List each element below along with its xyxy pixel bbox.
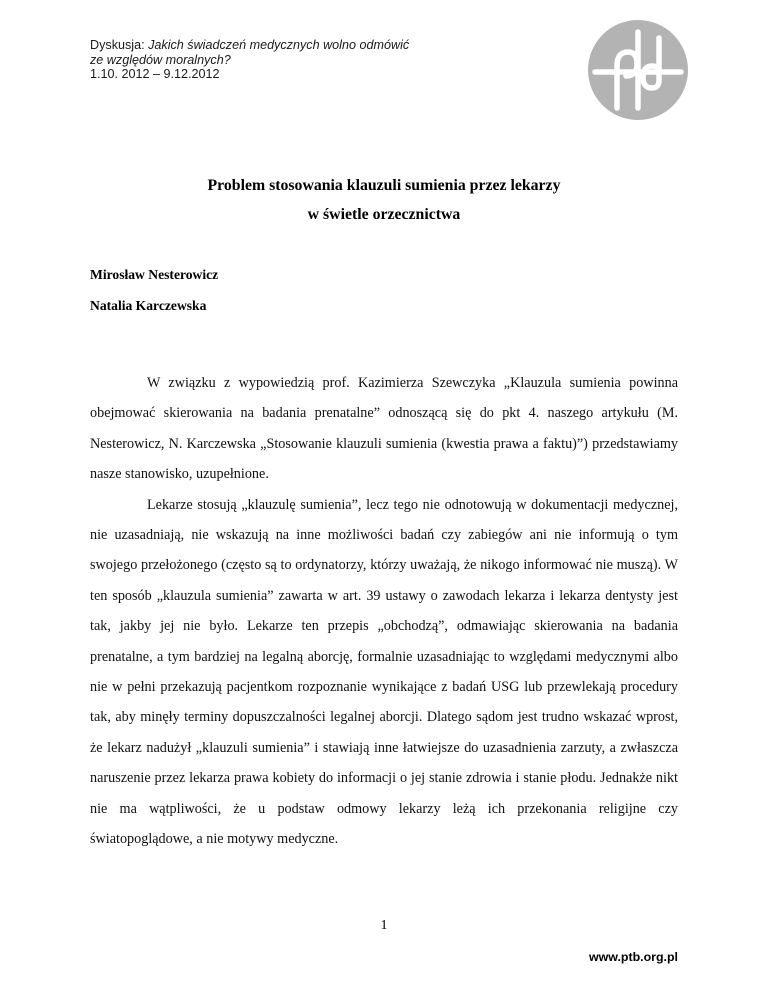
document-title-line-1: Problem stosowania klauzuli sumienia przez lekarzy: [207, 177, 561, 194]
document-body: [90, 368, 678, 855]
discussion-topic-line-1: Jakich świadczeń medycznych wolno odmówić: [148, 38, 410, 52]
document-title-line-2: w świetle orzecznictwa: [307, 206, 461, 223]
discussion-label: Dyskusja:: [90, 38, 145, 52]
body-paragraph: W związku z wypowiedzią prof. Kazimierza Szewczyka „Klauzula sumienia powinna obejmować skierowania na badania prenatalne” odnoszącą się do pkt 4. naszego artykułu (M. Nesterowicz, N. Karczewska „Stosowanie klauzuli sumienia (kwestia prawa a faktu)”) przedstawiamy nasze stanowisko, uzupełnione.: [90, 375, 678, 483]
author-name: Natalia Karczewska: [90, 298, 207, 313]
header-line-2: [90, 53, 550, 68]
document-header: [90, 38, 550, 82]
discussion-topic-line-2: ze względów moralnych?: [90, 52, 231, 67]
page-number: 1: [380, 918, 388, 933]
header-line-1: [90, 38, 550, 53]
ptb-logo-icon: [588, 20, 688, 120]
author-name: Mirosław Nesterowicz: [90, 267, 219, 282]
date-range: 1.10. 2012 – 9.12.2012: [90, 67, 220, 82]
body-paragraph: Lekarze stosują „klauzulę sumienia”, lecz tego nie odnotowują w dokumentacji medycznej, nie uzasadniają, nie wskazują na inne możliwości badań czy zabiegów ani nie informują o tym swojego przełożonego (często są to ordynatorzy, którzy uważają, że nikogo informować nie muszą). W ten sposób „klauzula sumienia” zawarta w art. 39 ustawy o zawodach lekarza i lekarza dentysty jest tak, jakby jej nie było. Lekarze ten przepis „obchodzą”, odmawiając skierowania na badania prenatalne, a tym bardziej na legalną aborcję, formalnie uzasadniając to względami medycznymi albo nie w pełni przekazują pacjentkom rozpoznanie wynikające z badań USG lub przewlekają procedury tak, aby minęły terminy dopuszczalności legalnej aborcji. Dlatego sądom jest trudno wskazać wprost, że lekarz nadużył „klauzuli sumienia” i stawiają inne łatwiejsze do uzasadnienia zarzuty, a zwłaszcza naruszenie przez lekarza prawa kobiety do informacji o jej stanie zdrowia i stanie płodu. Jednakże nikt nie ma wątpliwości, że u podstaw odmowy lekarzy leżą ich przekonania religijne czy światopoglądowe, a nie motywy medyczne.: [90, 496, 678, 848]
footer-url: www.ptb.org.pl: [588, 950, 678, 964]
